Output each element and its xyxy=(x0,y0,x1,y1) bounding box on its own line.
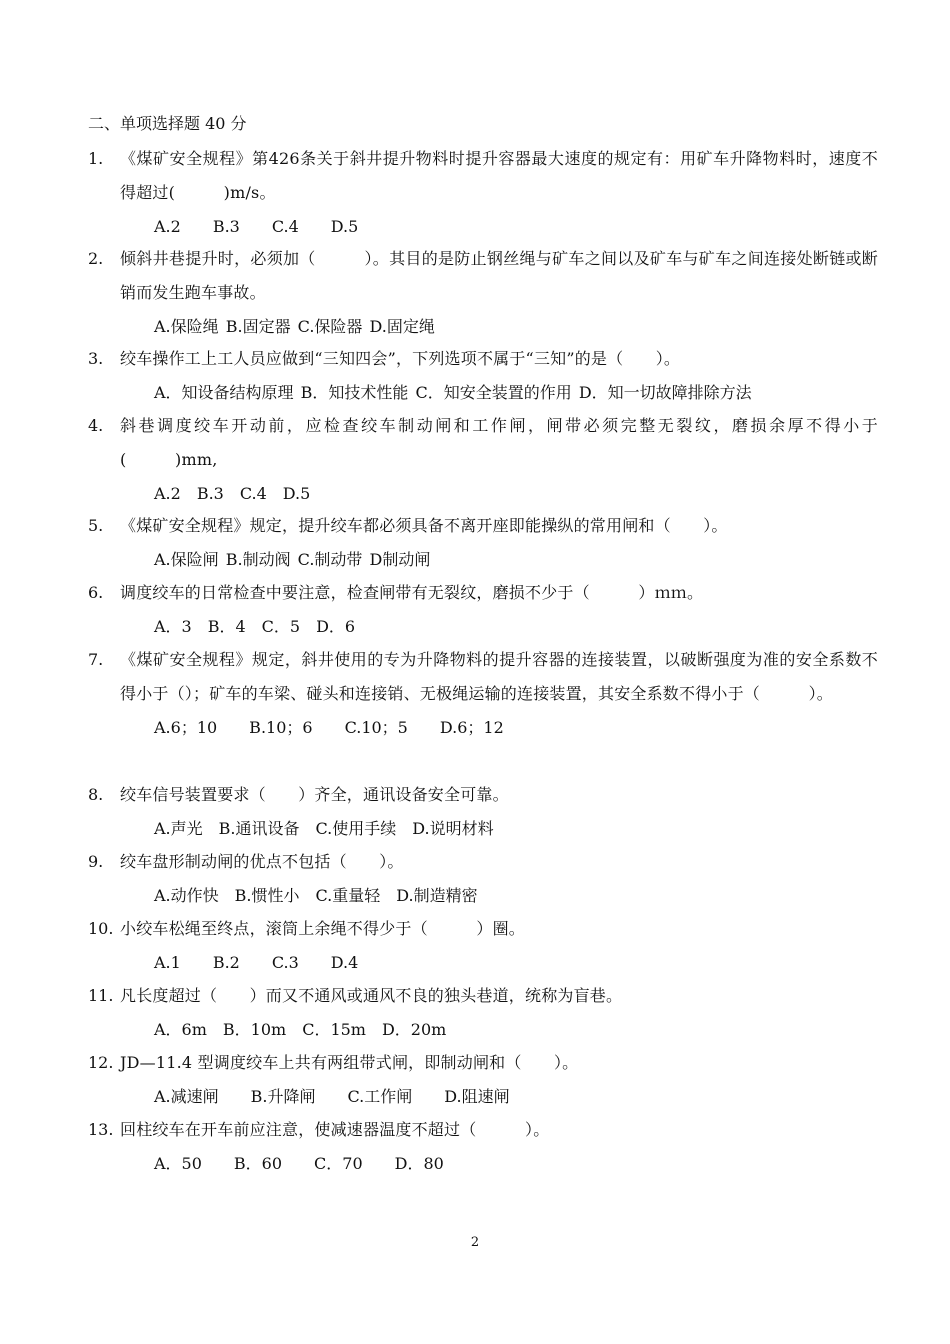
question-number: 5. xyxy=(88,516,104,535)
question-6 xyxy=(88,576,878,644)
question-5 xyxy=(88,509,878,577)
question-options: A．3 B．4 C．5 D．6 xyxy=(154,617,356,636)
question-number: 13. xyxy=(88,1120,114,1139)
question-stem: 绞车信号装置要求（ ）齐全，通讯设备安全可靠。 xyxy=(120,785,509,804)
question-number: 4. xyxy=(88,416,104,435)
question-stem: 凡长度超过（ ）而又不通风或通风不良的独头巷道，统称为盲巷。 xyxy=(120,986,623,1005)
question-8 xyxy=(88,778,878,846)
question-11 xyxy=(88,979,878,1047)
question-stem: 倾斜井巷提升时，必须加（ ）。其目的是防止钢丝绳与矿车之间以及矿车与矿车之间连接处断链或断销而发生跑车事故。 xyxy=(120,249,878,302)
question-number: 6. xyxy=(88,583,104,602)
question-stem: 绞车盘形制动闸的优点不包括（ ）。 xyxy=(120,852,404,871)
question-stem: 小绞车松绳至终点，滚筒上余绳不得少于（ ）圈。 xyxy=(120,919,526,938)
question-number: 3. xyxy=(88,349,104,368)
question-number: 9. xyxy=(88,852,104,871)
question-options: A.减速闸 B.升降闸 C.工作闸 D.阻速闸 xyxy=(154,1087,510,1106)
question-3 xyxy=(88,342,878,410)
question-13 xyxy=(88,1113,878,1181)
question-7 xyxy=(88,643,878,745)
question-number: 2. xyxy=(88,249,104,268)
question-stem: 《煤矿安全规程》规定，斜井使用的专为升降物料的提升容器的连接装置，以破断强度为准的安全系数不得小于（）；矿车的车梁、碰头和连接销、无极绳运输的连接装置，其安全系数不得小于（ ）。 xyxy=(120,650,878,703)
page-number: 2 xyxy=(470,1235,480,1250)
question-options: A.声光 B.通讯设备 C.使用手续 D.说明材料 xyxy=(154,819,494,838)
question-options: A.2 B.3 C.4 D.5 xyxy=(154,484,311,503)
question-number: 7. xyxy=(88,650,104,669)
question-number: 11. xyxy=(88,986,114,1005)
question-12 xyxy=(88,1046,878,1114)
question-stem: 调度绞车的日常检查中要注意，检查闸带有无裂纹，磨损不少于（ ）ｍｍ。 xyxy=(120,583,704,602)
question-options: A．50 B．60 C．70 D．80 xyxy=(154,1154,444,1173)
question-options: A．知设备结构原理 B．知技术性能 C．知安全装置的作用 D．知一切故障排除方法 xyxy=(154,383,752,402)
question-10 xyxy=(88,912,878,980)
question-options: A.保险绳 B.固定器 C.保险器 D.固定绳 xyxy=(154,317,435,336)
question-stem: 《煤矿安全规程》第426条关于斜井提升物料时提升容器最大速度的规定有：用矿车升降物料时，速度不得超过( )m/s。 xyxy=(120,149,878,202)
question-stem: 绞车操作工上工人员应做到“三知四会”，下列选项不属于“三知”的是（ ）。 xyxy=(120,349,681,368)
question-stem: 《煤矿安全规程》规定，提升绞车都必须具备不离开座即能操纵的常用闸和（ ）。 xyxy=(120,516,728,535)
question-options: A．6m B．10m C．15m D．20m xyxy=(154,1020,447,1039)
question-number: 10. xyxy=(88,919,114,938)
section-title: 二、单项选择题 40 分 xyxy=(88,114,247,133)
question-options: A.6；10 B.10；6 C.10；5 D.6；12 xyxy=(154,718,504,737)
question-options: A.保险闸 B.制动阀 C.制动带 D制动闸 xyxy=(154,550,431,569)
question-2 xyxy=(88,242,878,344)
question-stem: 回柱绞车在开车前应注意，使减速器温度不超过（ ）。 xyxy=(120,1120,550,1139)
question-stem: JD—11.4 型调度绞车上共有两组带式闸，即制动闸和（ ）。 xyxy=(120,1053,579,1072)
question-9 xyxy=(88,845,878,913)
question-number: 8. xyxy=(88,785,104,804)
question-stem: 斜巷调度绞车开动前，应检查绞车制动闸和工作闸，闸带必须完整无裂纹，磨损余厚不得小于( )mm, xyxy=(120,416,878,469)
question-number: 12. xyxy=(88,1053,114,1072)
question-number: 1. xyxy=(88,149,104,168)
question-1 xyxy=(88,142,878,244)
question-options: A.1 B.2 C.3 D.4 xyxy=(154,953,359,972)
question-options: A.2 B.3 C.4 D.5 xyxy=(154,217,359,236)
question-4 xyxy=(88,409,878,511)
question-options: A.动作快 B.惯性小 C.重量轻 D.制造精密 xyxy=(154,886,478,905)
